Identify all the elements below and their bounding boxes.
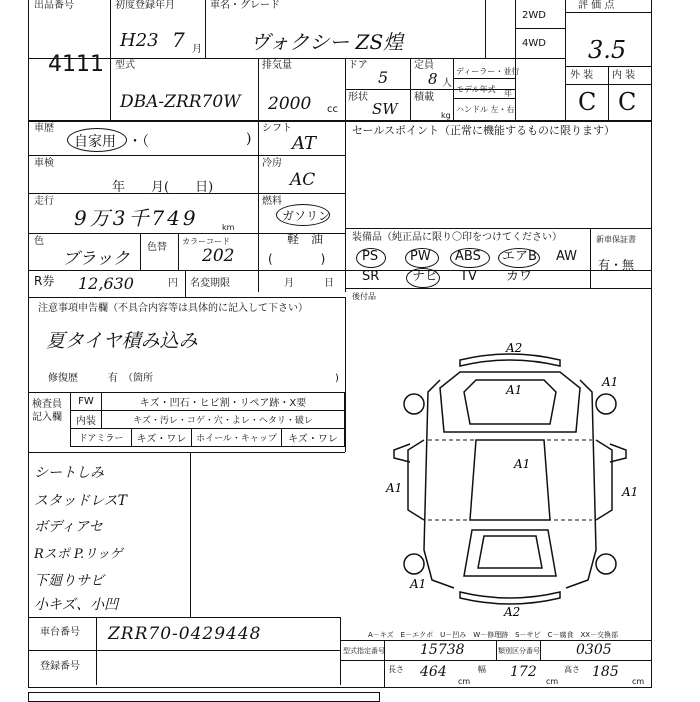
equip-navi-circle [406, 268, 440, 288]
hand-note-3: ボディアセ [34, 519, 103, 535]
equip-label: 装備品（純正品に限り〇印をつけてください） [352, 232, 562, 243]
equip-navi: ナビ [412, 269, 439, 284]
day-unit: 日 [324, 278, 334, 289]
equip-sr: SR [362, 269, 380, 284]
shift-value: AT [292, 133, 317, 154]
dmg-mark-roof: A1 [514, 457, 531, 471]
kg-unit: kg [441, 111, 451, 120]
shape-label: 形状 [348, 92, 368, 103]
month-unit: 月 [192, 44, 202, 55]
dmg-mark-front: A2 [506, 341, 523, 355]
color-change-label: 色替 [147, 242, 167, 253]
fuel-value: ガソリン [282, 209, 331, 223]
model-label: 型式 [115, 60, 135, 71]
recycle-label: R券 [34, 274, 55, 288]
capacity-value: 8 [428, 70, 438, 88]
hand-note-2: スタッドレスT [34, 493, 127, 509]
inspection-fields: 年 月( 日) [112, 180, 214, 195]
equip-pw-circle [405, 248, 439, 268]
notes-value: 夏タイヤ積み込み [46, 330, 198, 352]
reg-label: 登録番号 [40, 661, 80, 672]
person-unit: 人 [442, 78, 452, 89]
fuel-paren: ( ) [268, 252, 326, 266]
length-value: 464 [420, 664, 447, 680]
selling-label: セールスポイント（正常に機能するものに限ります） [352, 124, 616, 137]
equip-ps-circle [356, 248, 386, 268]
equip-abs-circle [450, 248, 490, 268]
model-value: DBA-ZRR70W [120, 92, 241, 112]
insp-fw-items: キズ・凹石・ヒビ割・リペア跡・X要 [102, 393, 345, 411]
width-label: 幅 [478, 665, 486, 674]
score-value: 3.5 [588, 36, 627, 64]
cm-unit-2: cm [546, 677, 559, 686]
car-damage-diagram [380, 340, 640, 620]
equip-tv: TV [460, 269, 477, 284]
dmg-mark-right: A1 [622, 485, 639, 499]
insp-int-items: キズ・汚レ・コゲ・穴・よレ・ヘタリ・破レ [102, 411, 345, 429]
spec-model-no-value: 15738 [420, 642, 465, 658]
chassis-label: 車台番号 [40, 627, 80, 638]
inspector-label: 検査員記入欄 [32, 399, 62, 423]
color-code-value: 202 [202, 246, 235, 266]
interior-grade: C [618, 88, 637, 116]
notes-label: 注意事項申告欄（不具合内容等は具体的に記入して下さい） [38, 303, 308, 314]
km-unit: km [222, 223, 235, 232]
insp-mirror-items: キズ・ワレ [132, 429, 192, 447]
usage-paren: ) [246, 131, 252, 147]
exterior-label: 外 装 [570, 70, 594, 81]
doors-value: 5 [378, 68, 389, 87]
insp-fw-label: FW [70, 393, 102, 411]
length-label: 長さ [388, 665, 404, 674]
lot-label: 出品番号 [34, 0, 74, 11]
handle-label: ハンドル 左・右 [456, 105, 515, 114]
load-label: 積載 [414, 92, 434, 103]
dmg-mark-front-right: A1 [602, 375, 619, 389]
color-value: ブラック [62, 249, 130, 269]
dealer-label: ディーラー・並行 [456, 67, 520, 76]
capacity-label: 定員 [414, 60, 434, 71]
inspection-label: 車検 [34, 158, 54, 169]
car-name: ヴォクシー ZS煌 [250, 30, 404, 54]
first-reg-era: H23 [120, 30, 159, 51]
cm-unit-1: cm [458, 677, 471, 686]
hand-note-1: シートしみ [34, 465, 104, 481]
year-unit: 年 [504, 89, 512, 98]
insp-wheel-items: キズ・ワレ [282, 429, 345, 447]
repair-label: 修復歴 [48, 373, 78, 384]
insp-wheel-label: ホイール・キャップ [192, 429, 282, 447]
month-unit-2: 月 [284, 278, 294, 289]
color-code-label: カラーコード [182, 237, 230, 246]
mileage-label: 走行 [34, 196, 54, 207]
width-value: 172 [510, 664, 537, 680]
recycle-amount: 12,630 [78, 274, 134, 293]
shape-value: SW [372, 100, 398, 118]
cm-unit-3: cm [632, 677, 645, 686]
height-label: 高さ [564, 665, 580, 674]
usage-value: 自家用 [74, 134, 116, 150]
drive-4wd: 4WD [522, 38, 546, 49]
equip-abs: ABS [455, 249, 481, 264]
exterior-grade: C [578, 88, 597, 116]
mileage-value: 9万3千749 [74, 206, 199, 230]
displacement-label: 排気量 [262, 60, 292, 71]
first-reg-month: 7 [172, 28, 185, 52]
repair-value: 有 （箇所 [108, 373, 153, 384]
lot-number: 4111 [48, 52, 104, 77]
fuel-label: 燃料 [262, 196, 282, 207]
after-label: 後付品 [352, 292, 376, 301]
chassis-value: ZRR70-0429448 [108, 624, 262, 644]
doors-label: ドア [348, 60, 368, 71]
spec-class-no-label: 類別区分番号 [498, 647, 540, 655]
warranty-value: 有・無 [598, 258, 635, 272]
equip-airbag-circle [498, 248, 540, 268]
color-label: 色 [34, 236, 44, 247]
dmg-mark-rear: A2 [504, 605, 521, 619]
hand-note-5: 下廻りサビ [34, 573, 104, 589]
equip-leather: カワ [506, 269, 533, 284]
first-reg-label: 初度登録年月 [115, 0, 175, 11]
footer-strip [28, 692, 380, 702]
height-value: 185 [592, 664, 619, 680]
insp-int-label: 内装 [70, 411, 102, 429]
equip-pw: PW [410, 249, 431, 264]
interior-label: 内 装 [612, 70, 636, 81]
name-change-label: 名変期限 [190, 278, 230, 289]
fuel-other: 軽 油 [287, 232, 324, 246]
shift-label: シフト [262, 123, 292, 134]
hand-note-6: 小キズ、小凹 [34, 597, 119, 613]
dmg-mark-left: A1 [386, 481, 403, 495]
yen-unit: 円 [168, 278, 178, 289]
ac-value: AC [290, 170, 316, 190]
dmg-mark-rear-left: A1 [410, 577, 427, 591]
displacement-value: 2000 [268, 94, 312, 114]
hand-note-4: Rスポ P.リッゲ [34, 547, 123, 562]
insp-mirror-label: ドアミラー [70, 429, 132, 447]
score-label: 評 価 点 [578, 0, 615, 11]
equip-aw: AW [556, 249, 578, 264]
new-car-label: 新車保証書 [596, 235, 636, 244]
dmg-mark-hood: A1 [506, 383, 523, 397]
damage-legend: A－キズ E－エクボ U－凹み W－修理跡 S－サビ C－腐食 XX－交換部 [368, 631, 619, 639]
model-year-label: モデル年式 [456, 85, 496, 94]
ac-label: 冷房 [262, 158, 282, 169]
usage-rest: ・（ [128, 134, 149, 150]
cc-unit: cc [327, 104, 338, 115]
equip-airbag: エアB [502, 249, 537, 264]
grade-label: 車名・グレード [210, 0, 280, 11]
spec-model-no-label: 型式指定番号 [343, 647, 385, 655]
repair-paren: ) [335, 373, 339, 384]
usage-label: 車歴 [34, 123, 54, 134]
equip-ps: PS [362, 249, 379, 264]
drive-2wd: 2WD [522, 10, 546, 21]
spec-class-no-value: 0305 [576, 642, 612, 658]
